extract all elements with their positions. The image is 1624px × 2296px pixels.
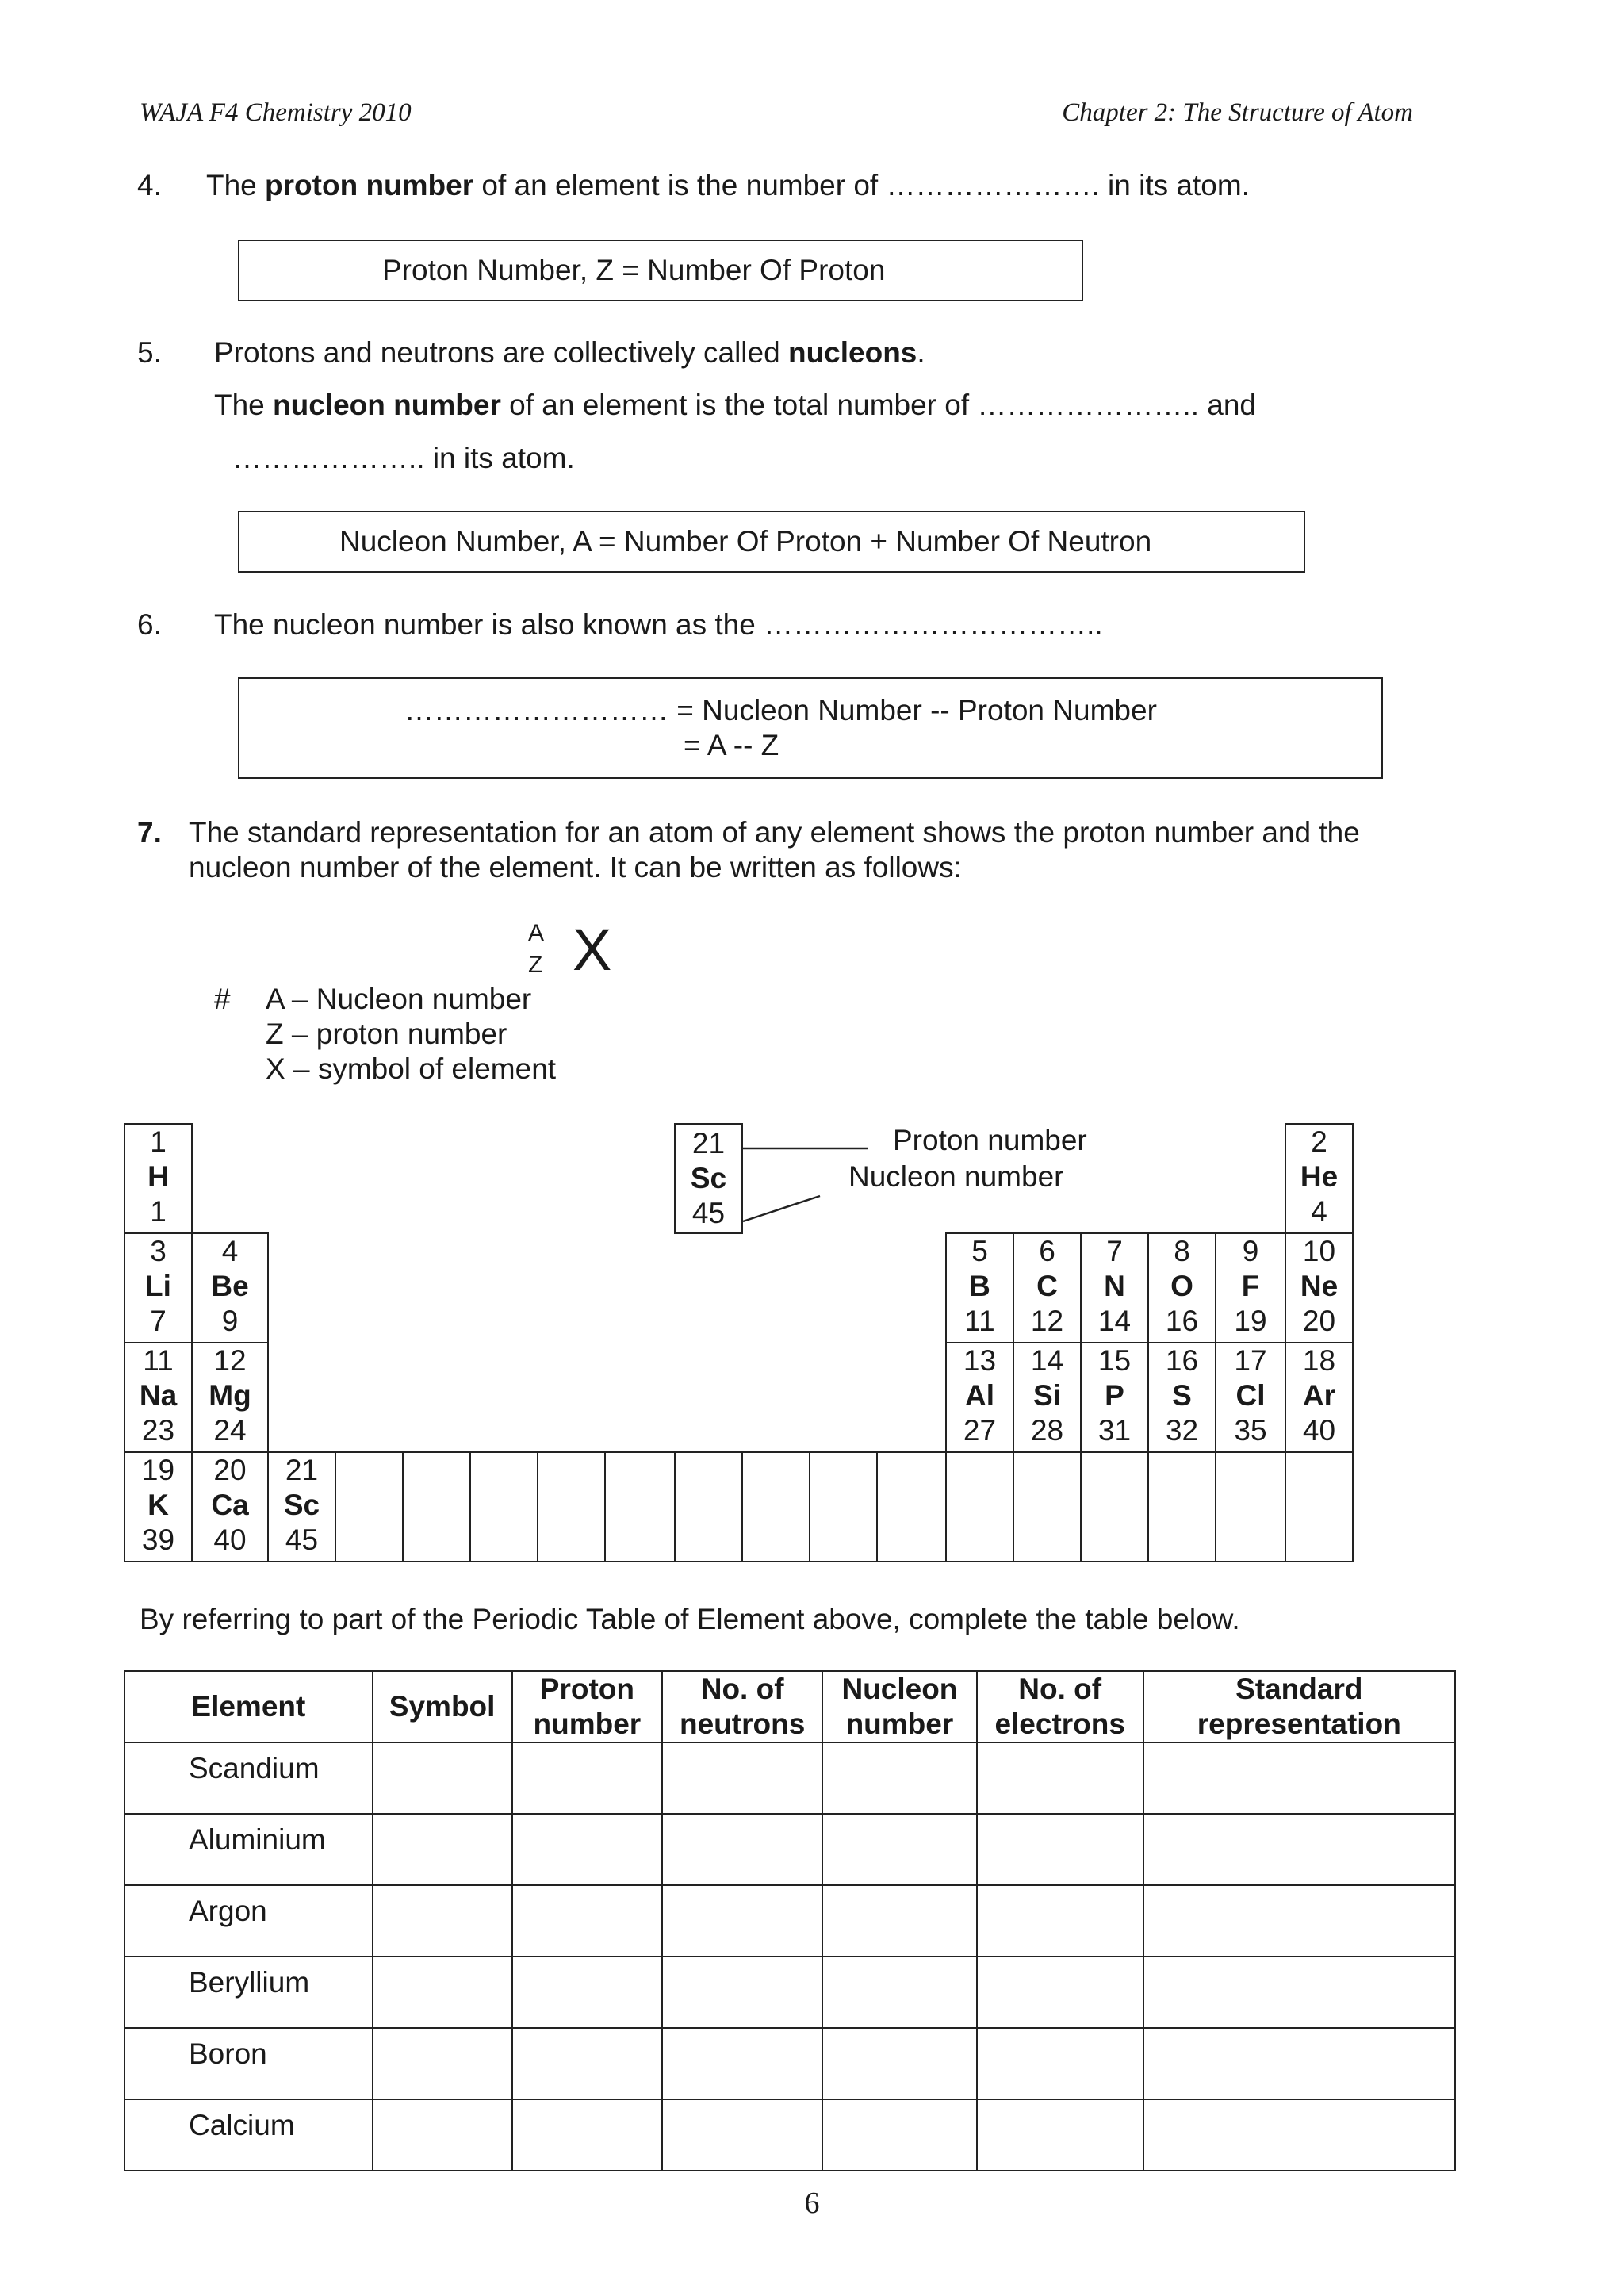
q5-number: 5. [137, 336, 162, 369]
element-cell-silicon: 14 Si 28 [1013, 1342, 1082, 1453]
element-cell-sulfur: 16 S 32 [1147, 1342, 1216, 1453]
notation-x: X [573, 917, 612, 983]
answer-table [124, 1670, 1456, 2171]
answer-cell[interactable] [977, 2099, 1143, 2171]
answer-cell[interactable] [662, 1957, 822, 2028]
row-element: Boron [124, 2028, 373, 2099]
element-cell-nitrogen: 7 N 14 [1080, 1232, 1149, 1343]
answer-cell[interactable] [373, 2028, 512, 2099]
answer-cell[interactable] [512, 2099, 663, 2171]
element-cell-hydrogen: 1 H 1 [124, 1123, 193, 1234]
q4-formula: Proton Number, Z = Number Of Proton [382, 254, 886, 286]
header-proton: Proton number [512, 1671, 663, 1742]
answer-cell[interactable] [512, 2028, 663, 2099]
answer-cell[interactable] [512, 1814, 663, 1885]
table-row [124, 1885, 1455, 1957]
element-cell-helium: 2 He 4 [1285, 1123, 1354, 1234]
answer-cell[interactable] [822, 2099, 977, 2171]
answer-cell[interactable] [1143, 1814, 1455, 1885]
header-right: Chapter 2: The Structure of Atom [1062, 98, 1413, 127]
answer-cell[interactable] [1143, 1885, 1455, 1957]
header-neutrons: No. of neutrons [662, 1671, 822, 1742]
key-label-nucleon: Nucleon number [848, 1160, 1064, 1193]
answer-cell[interactable] [373, 1814, 512, 1885]
header-electrons: No. of electrons [977, 1671, 1143, 1742]
header-left: WAJA F4 Chemistry 2010 [140, 98, 412, 127]
answer-cell[interactable] [662, 1885, 822, 1957]
table-row [124, 1957, 1455, 2028]
q5-line3: ……………….. in its atom. [232, 442, 575, 474]
answer-cell[interactable] [373, 1885, 512, 1957]
q6-formula-line1: ……………………… = Nucleon Number -- Proton Number [404, 694, 1157, 726]
element-cell-argon: 18 Ar 40 [1285, 1342, 1354, 1453]
header-element: Element [124, 1671, 373, 1742]
header-symbol: Symbol [373, 1671, 512, 1742]
answer-cell[interactable] [512, 1742, 663, 1814]
key-symbol: Sc [690, 1162, 727, 1194]
answer-cell[interactable] [977, 1814, 1143, 1885]
page-number: 6 [804, 2187, 820, 2220]
table-row [124, 1814, 1455, 1885]
element-cell-beryllium: 4 Be 9 [191, 1232, 269, 1343]
answer-cell[interactable] [822, 1885, 977, 1957]
q6-text: The nucleon number is also known as the …………………………….. [214, 608, 1103, 641]
answer-cell[interactable] [822, 1814, 977, 1885]
answer-cell[interactable] [373, 2099, 512, 2171]
element-cell-boron: 5 B 11 [945, 1232, 1014, 1343]
row-element: Aluminium [124, 1814, 373, 1885]
element-cell-fluorine: 9 F 19 [1215, 1232, 1286, 1343]
q7-line1: The standard representation for an atom of any element shows the proton number and the [189, 816, 1360, 849]
answer-cell[interactable] [822, 1957, 977, 2028]
answer-cell[interactable] [662, 1742, 822, 1814]
answer-cell[interactable] [373, 1742, 512, 1814]
q7-line2: nucleon number of the element. It can be written as follows: [189, 851, 962, 884]
element-cell-calcium: 20 Ca 40 [191, 1451, 269, 1562]
row-element: Argon [124, 1885, 373, 1957]
answer-cell[interactable] [1143, 2099, 1455, 2171]
header-nucleon: Nucleon number [822, 1671, 977, 1742]
table-row [124, 2028, 1455, 2099]
q5-line1: Protons and neutrons are collectively called nucleons. [214, 336, 925, 369]
q7-number: 7. [137, 816, 162, 849]
header-standard: Standard representation [1143, 1671, 1455, 1742]
answer-cell[interactable] [1143, 1957, 1455, 2028]
notation-z: Z [528, 952, 543, 978]
element-cell-oxygen: 8 O 16 [1147, 1232, 1216, 1343]
table-row [124, 2099, 1455, 2171]
answer-cell[interactable] [977, 2028, 1143, 2099]
key-nucleon: 45 [691, 1197, 726, 1229]
answer-cell[interactable] [977, 1957, 1143, 2028]
element-cell-sodium: 11 Na 23 [124, 1342, 193, 1453]
legend-proton: Z – proton number [266, 1018, 508, 1050]
answer-cell[interactable] [662, 2028, 822, 2099]
element-cell-potassium: 19 K 39 [124, 1451, 193, 1562]
element-cell-carbon: 6 C 12 [1013, 1232, 1082, 1343]
legend-symbol: X – symbol of element [266, 1052, 557, 1085]
answer-cell[interactable] [373, 1957, 512, 2028]
legend-hash: # [214, 983, 231, 1015]
answer-cell[interactable] [662, 2099, 822, 2171]
notation-a: A [528, 920, 545, 946]
element-cell-lithium: 3 Li 7 [124, 1232, 193, 1343]
table-instruction: By referring to part of the Periodic Table of Element above, complete the table below. [140, 1603, 1240, 1635]
answer-cell[interactable] [822, 1742, 977, 1814]
table-row [124, 1742, 1455, 1814]
row-element: Beryllium [124, 1957, 373, 2028]
answer-cell[interactable] [1143, 1742, 1455, 1814]
answer-cell[interactable] [977, 1885, 1143, 1957]
answer-cell[interactable] [512, 1957, 663, 2028]
element-cell-scandium: 21 Sc 45 [267, 1451, 336, 1562]
q4-number: 4. [137, 169, 162, 201]
answer-cell[interactable] [512, 1885, 663, 1957]
q4-text: The proton number of an element is the number of …………………. in its atom. [206, 169, 1250, 201]
answer-cell[interactable] [977, 1742, 1143, 1814]
key-label-proton: Proton number [893, 1124, 1087, 1156]
table-header-row [124, 1671, 1455, 1742]
answer-cell[interactable] [1143, 2028, 1455, 2099]
key-proton: 21 [691, 1127, 726, 1159]
q5-line2: The nucleon number of an element is the total number of ………………….. and [214, 389, 1256, 421]
answer-cell[interactable] [662, 1814, 822, 1885]
element-cell-phosphorus: 15 P 31 [1080, 1342, 1149, 1453]
element-cell-aluminium: 13 Al 27 [945, 1342, 1014, 1453]
element-cell-chlorine: 17 Cl 35 [1215, 1342, 1286, 1453]
nucleon-pointer-line [743, 1196, 820, 1221]
q5-formula: Nucleon Number, A = Number Of Proton + Number Of Neutron [339, 525, 1152, 558]
q6-number: 6. [137, 608, 162, 641]
element-cell-magnesium: 12 Mg 24 [191, 1342, 269, 1453]
legend-nucleon: A – Nucleon number [266, 983, 532, 1015]
row-element: Scandium [124, 1742, 373, 1814]
row-element: Calcium [124, 2099, 373, 2171]
element-cell-neon: 10 Ne 20 [1285, 1232, 1354, 1343]
answer-cell[interactable] [822, 2028, 977, 2099]
q6-formula-line2: = A -- Z [684, 729, 779, 761]
